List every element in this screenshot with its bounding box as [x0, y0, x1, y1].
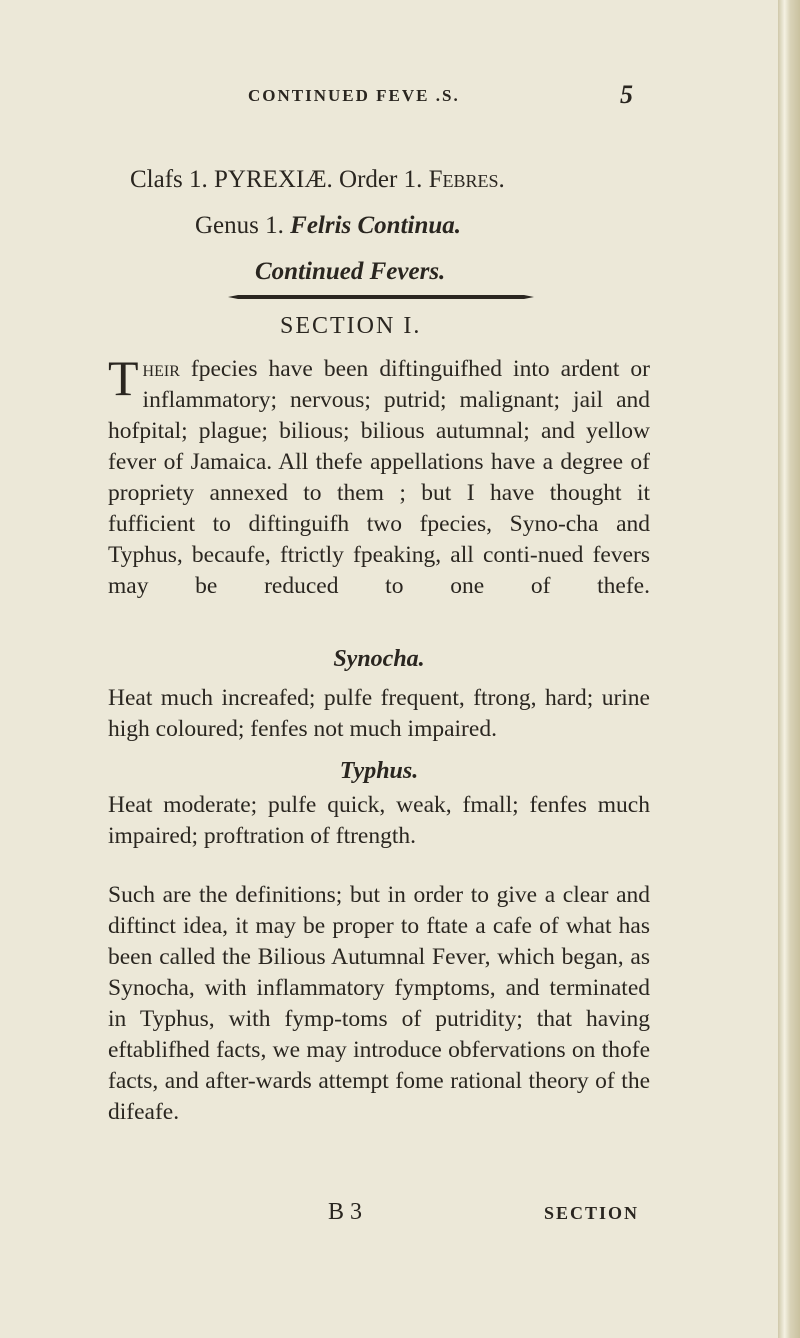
genus-line: [195, 212, 461, 240]
typhus-definition: Heat moderate; pulfe quick, weak, fmall; fenfes much impaired; proftration of ftrength.: [108, 792, 650, 849]
typhus-heading: Typhus.: [339, 758, 419, 784]
paragraph-species: [108, 350, 650, 602]
paragraph-definitions: Such are the definitions; but in order to give a clear and diftinct idea, it may be proper to ftate a cafe of what has been called the Bilious Autumnal Fever, which began, as Synocha, with inflammatory fymptoms, and terminated in Typhus, with fymp-toms of putridity; that having eftablifhed facts, we may introduce obfervations on thofe facts, and after-wards attempt fome rational theory of the difeafe.: [108, 882, 650, 1125]
first-word: heir: [142, 356, 180, 382]
order-label: Order: [339, 166, 398, 193]
class-number: 1.: [189, 166, 208, 193]
class-name: PYREXIÆ.: [214, 166, 333, 193]
signature-mark: B 3: [328, 1199, 363, 1225]
genus-name: Felris Continua.: [290, 212, 462, 239]
paragraph-species-text: fpecies have been diftinguifhed into ardent or inflammatory; nervous; putrid; malignant; jail and hofpital; plague; bilious; bilious autumnal; and yellow fever of Jamaica. All thefe appellations have a degree of propriety annexed to them ; but I have thought it fufficient to diftinguifh two fpecies, Syno-cha and Typhus, becaufe, ftrictly fpeaking, all conti-nued fevers may be reduced to one of thefe.: [108, 356, 650, 599]
section-title: SECTION I.: [280, 313, 422, 339]
running-head-title: CONTINUED FEVE .S.: [248, 86, 460, 105]
classification-line: [130, 166, 505, 194]
drop-cap: T: [108, 350, 139, 406]
page-number: 5: [620, 80, 633, 109]
order-name: Febres.: [428, 166, 505, 193]
class-label: Clafs: [130, 166, 183, 193]
catchword: SECTION: [544, 1203, 640, 1223]
page-footer: [108, 1199, 650, 1229]
page-edge: [778, 0, 800, 1338]
decorative-rule: [228, 294, 534, 300]
synocha-definition: Heat much increafed; pulfe frequent, ftrong, hard; urine high coloured; fenfes not much impaired.: [108, 685, 650, 742]
order-number: 1.: [403, 166, 423, 193]
genus-label: Genus: [195, 212, 259, 239]
synocha-heading: Synocha.: [333, 646, 425, 672]
page-heading: Continued Fevers.: [255, 258, 446, 285]
genus-number: 1.: [265, 212, 284, 239]
running-head: [0, 80, 780, 114]
